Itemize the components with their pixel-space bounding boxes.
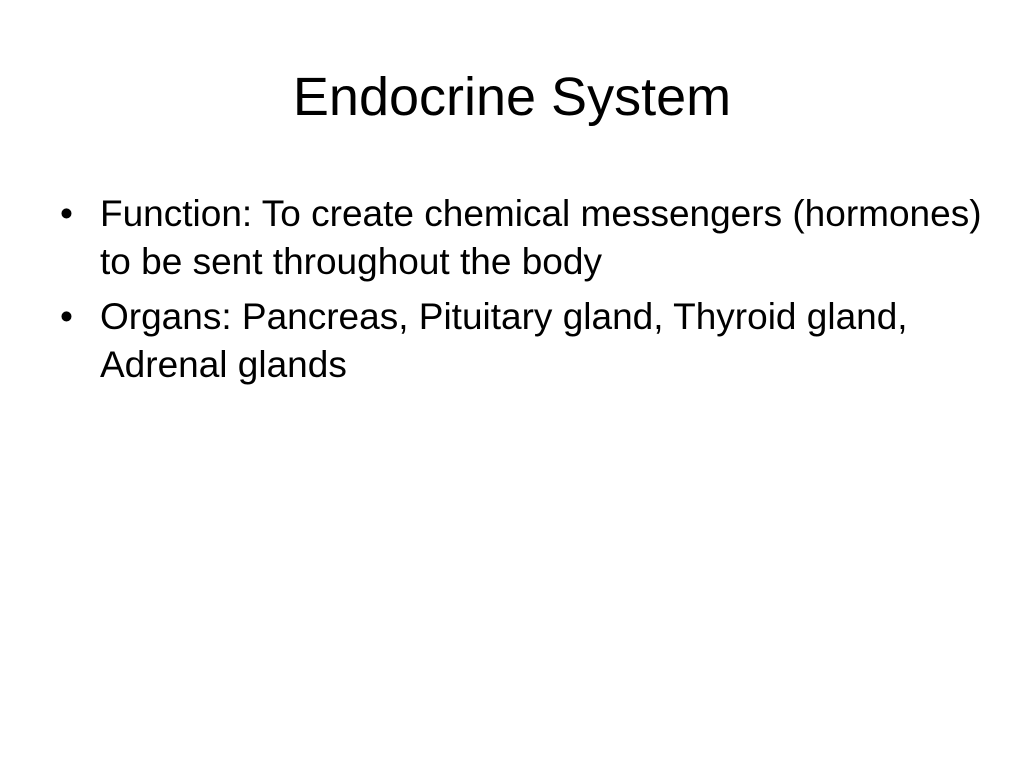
bullet-marker: • [60, 296, 73, 337]
bullet-text-organs: Organs: Pancreas, Pituitary gland, Thyroid gland, Adrenal glands [100, 296, 908, 385]
bullet-item-function [60, 190, 990, 286]
bullet-marker: • [60, 193, 73, 234]
bullet-text-function: Function: To create chemical messengers (hormones) to be sent throughout the body [100, 193, 982, 282]
bullet-item-organs [60, 293, 990, 389]
bullet-list [60, 190, 990, 396]
slide-title: Endocrine System [292, 67, 732, 127]
